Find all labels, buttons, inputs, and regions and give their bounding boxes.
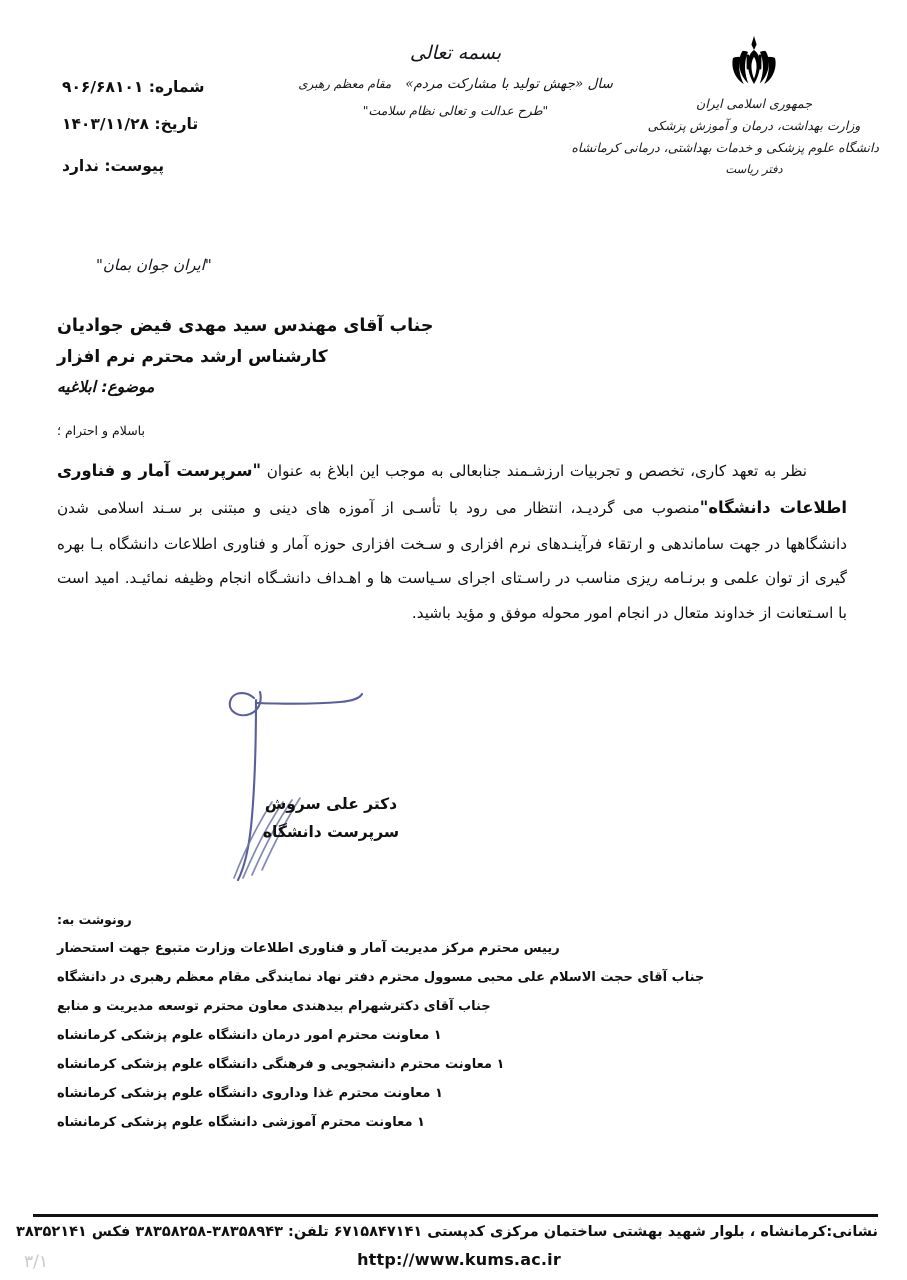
cc-item: جناب آقای دکترشهرام بیدهندی معاون محترم توسعه مدیریت و منابع <box>57 999 491 1014</box>
cc-item: ۱ معاونت محترم غذا وداروی دانشگاه علوم پزشکی کرمانشاه <box>57 1086 443 1101</box>
addressee-role: کارشناس ارشد محترم نرم افزار <box>57 347 328 367</box>
document-attachment: پیوست: ندارد <box>62 157 165 175</box>
cc-item: ۱ معاونت محترم امور درمان دانشگاه علوم پزشکی کرمانشاه <box>57 1028 442 1043</box>
signature-caption <box>236 795 426 841</box>
addressee-name: جناب آقای مهندس سید مهدی فیض جوادیان <box>57 316 434 336</box>
greeting-line: باسلام و احترام ؛ <box>57 423 145 438</box>
document-number: شماره: ۹۰۶/۶۸۱۰۱ <box>62 78 205 96</box>
body-part-1: نظر به تعهد کاری، تخصص و تجربیات ارزشـمند جنابعالی به موجب این ابلاغ به عنوان <box>261 462 808 480</box>
basmala-text: بسمه تعالی <box>409 42 502 64</box>
cc-item: ۱ معاونت محترم آموزشی دانشگاه علوم پزشکی کرمانشاه <box>57 1115 425 1130</box>
footer-divider <box>33 1214 878 1217</box>
carbon-copy-block <box>57 912 847 1144</box>
footer-address: نشانی:کرمانشاه ، بلوار شهید بهشتی ساختمان مرکزی کدپستی ۶۷۱۵۸۴۷۱۴۱ تلفن: ۳۸۳۵۸۹۴۳-۳۸۳۵۸۲۵۸ فکس ۳۸۳۵۲۱۴۱ <box>15 1224 878 1240</box>
cc-item: رییس محترم مرکز مدیریت آمار و فناوری اطلاعات وزارت متبوع جهت استحضار <box>57 941 560 956</box>
handwritten-signature-icon <box>188 672 448 892</box>
signer-title: سرپرست دانشگاه <box>262 823 400 841</box>
appointment-title: "سرپرست آمار و فناوری اطلاعات دانشگاه" <box>57 461 847 518</box>
organization-line-1: جمهوری اسلامی ایران <box>696 96 812 111</box>
header-center-block <box>283 42 628 118</box>
year-motto <box>283 76 628 92</box>
year-motto-text: سال «جهش تولید با مشارکت مردم» <box>405 76 613 92</box>
signature-block <box>188 672 448 892</box>
organization-line-2: وزارت بهداشت، درمان و آموزش پزشکی <box>647 118 861 133</box>
organization-line-3: دانشگاه علوم پزشکی و خدمات بهداشتی، درمانی کرمانشاه <box>571 140 879 155</box>
organization-block <box>571 34 879 183</box>
letter-subject: موضوع: ابلاغیه <box>57 378 155 396</box>
leader-attribution: مقام معظم رهبری <box>298 77 392 91</box>
health-motto: "طرح عدالت و تعالی نظام سلامت" <box>362 103 549 118</box>
letter-body <box>57 452 847 631</box>
iran-slogan: "ایران جوان بمان" <box>96 256 212 274</box>
body-part-2: منصوب می گردیـد، انتظار می رود با تأسـی از آموزه های دینی و مبتنی بر سـند اسلامی شدن دانشگاهها در جهت ساماندهی و ارتقاء فرآینـدهای نرم افزاری و سـخت افزاری حوزه آمار و فناوری اطلاعات دانشگاه بـا بهره گیری از توان علمی و برنـامه ریزی مناسب در راسـتای اجرای سـیاست ها و اهـداف دانشـگاه انجام وظیفه نمائیـد. امید است با اسـتعانت از خداوند متعال در انجام امور محوله موفق و مؤید باشید. <box>57 499 847 623</box>
signer-name: دکتر علی سروش <box>264 795 398 813</box>
footer-website-url[interactable]: http://www.kums.ac.ir <box>357 1250 561 1269</box>
cc-item: جناب آقای حجت الاسلام علی محبی مسوول محترم دفتر نهاد نمایندگی مقام معظم رهبری در دانشگاه <box>57 970 705 985</box>
organization-line-4: دفتر ریاست <box>725 162 783 176</box>
addressee-block <box>57 316 847 396</box>
reference-block <box>62 78 307 194</box>
cc-item: ۱ معاونت محترم دانشجویی و فرهنگی دانشگاه علوم پزشکی کرمانشاه <box>57 1057 505 1072</box>
document-date: تاریخ: ۱۴۰۳/۱۱/۲۸ <box>62 115 199 133</box>
cc-heading: رونوشت به: <box>57 912 132 927</box>
iran-emblem-icon <box>723 34 785 92</box>
page-marker: ۳/۱ <box>24 1252 48 1272</box>
